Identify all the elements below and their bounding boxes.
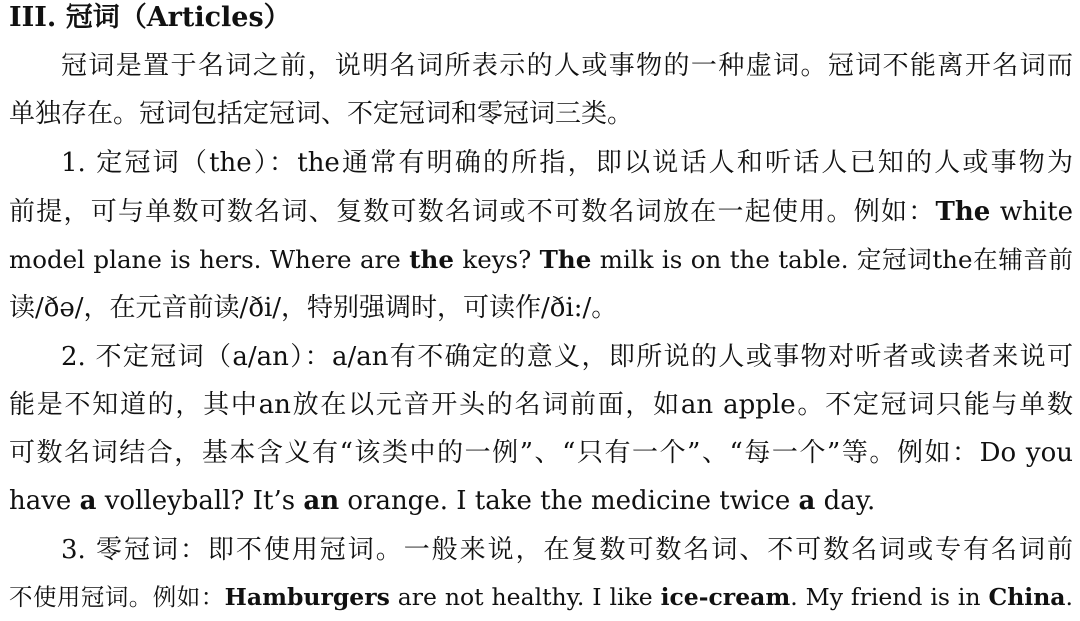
- text-segment: have: [9, 486, 80, 516]
- bold-example: the: [409, 245, 454, 274]
- text-segment: volleyball? It’s: [96, 486, 304, 516]
- bold-example: a: [798, 486, 816, 516]
- indefinite-article-line-2: 能是不知道的，其中an放在以元音开头的名词前面，如an apple。不定冠词只能与单数: [9, 390, 1073, 420]
- bold-example: an: [303, 486, 340, 516]
- text-segment: day.: [815, 486, 876, 516]
- intro-line-2: 单独存在。冠词包括定冠词、不定冠词和零冠词三类。: [9, 99, 634, 129]
- indefinite-article-line-1: 2. 不定冠词（a/an）：a/an有不确定的意义，即所说的人或事物对听者或读者来说可: [61, 342, 1073, 372]
- bold-example: Hamburgers: [224, 583, 390, 611]
- text-segment: model plane is hers. Where are: [9, 245, 410, 274]
- bold-example: ice-cream: [660, 583, 791, 611]
- definite-article-line-4: 读/ðə/，在元音前读/ði/，特别强调时，可读作/ði:/。: [9, 293, 618, 323]
- text-segment: white: [990, 197, 1073, 227]
- text-segment: are not healthy. I like: [389, 583, 661, 611]
- text-segment: orange. I take the medicine twice: [339, 486, 799, 516]
- definite-article-line-1: 1. 定冠词（the）：the通常有明确的所指，即以说话人和听话人已知的人或事物为: [61, 148, 1073, 178]
- text-segment: 前提，可与单数可数名词、复数可数名词或不可数名词放在一起使用。例如：: [9, 197, 936, 227]
- bold-example: The: [935, 197, 991, 227]
- text-segment: . My friend is in: [790, 583, 989, 611]
- text-segment: .: [1065, 583, 1073, 611]
- text-segment: keys?: [453, 245, 540, 274]
- zero-article-line-2: [9, 573, 1073, 621]
- bold-example: a: [79, 486, 97, 516]
- bold-example: China: [988, 583, 1066, 611]
- intro-line-1: 冠词是置于名词之前，说明名词所表示的人或事物的一种虚词。冠词不能离开名词而: [61, 51, 1073, 81]
- text-segment: 不使用冠词。例如：: [9, 583, 225, 611]
- text-segment: milk is on the table. 定冠词the在辅音前: [591, 245, 1073, 274]
- section-heading: III. 冠词（Articles）: [9, 2, 291, 33]
- indefinite-article-line-3: 可数名词结合，基本含义有“该类中的一例”、“只有一个”、“每一个”等。例如：Do you: [9, 438, 1073, 468]
- definite-article-line-3: [9, 236, 1073, 284]
- indefinite-article-line-4: [9, 477, 1073, 525]
- zero-article-line-1: 3. 零冠词：即不使用冠词。一般来说，在复数可数名词、不可数名词或专有名词前: [61, 535, 1073, 565]
- bold-example: The: [539, 245, 592, 274]
- definite-article-line-2: [9, 188, 1073, 236]
